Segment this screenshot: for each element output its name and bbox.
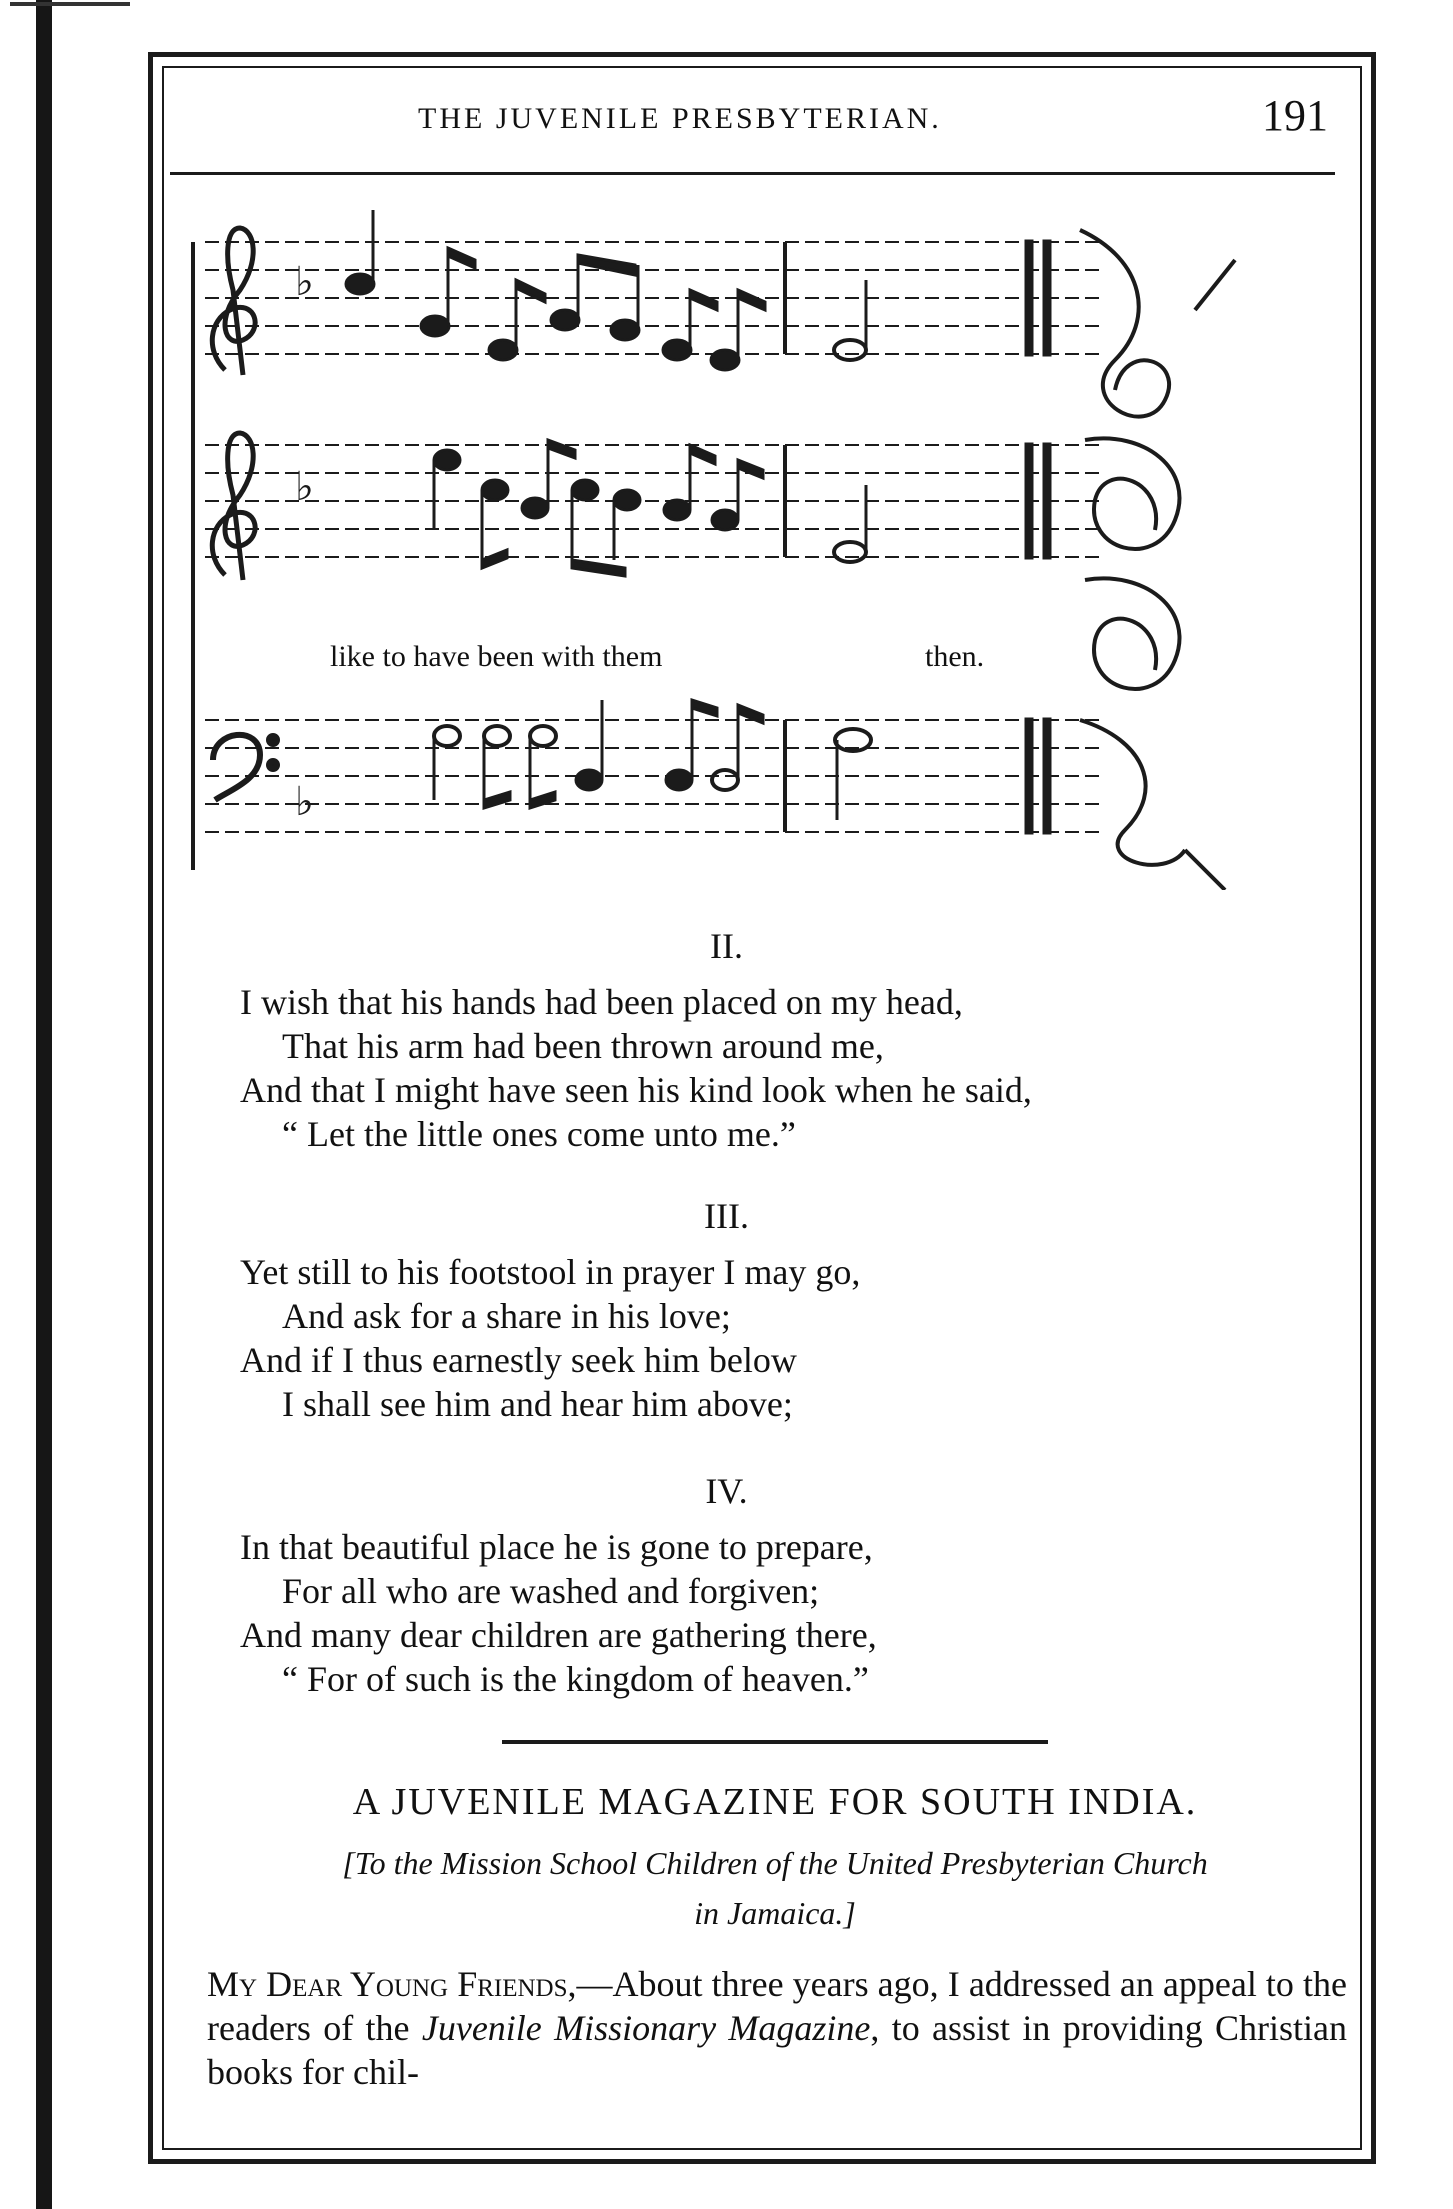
salutation: My Dear Young Friends,	[207, 1964, 577, 2004]
body-text: , to assist in providing Christian books for chil-	[207, 2008, 1348, 2092]
staff-2-notes	[434, 440, 866, 576]
body-text: —About three years ago, I addressed an appeal to the readers of the	[207, 1964, 1347, 2048]
header-rule	[170, 172, 1335, 175]
verse-number: IV.	[705, 1471, 748, 1511]
article-body	[207, 1962, 1347, 2094]
staff-1-notes	[346, 210, 866, 370]
dedication-line: in Jamaica.]	[694, 1895, 856, 1931]
bass-clef-icon	[213, 735, 277, 800]
verse-4	[240, 1525, 1320, 1701]
verse-2	[240, 980, 1320, 1156]
page-number: 191	[1262, 91, 1328, 140]
music-score	[185, 200, 1245, 890]
verse-3	[240, 1250, 1320, 1426]
treble-clef-icon	[212, 228, 255, 375]
verse-line: Yet still to his footstool in prayer I may go,	[240, 1252, 861, 1292]
bass-staff	[205, 720, 1100, 832]
verse-line: In that beautiful place he is gone to prepare,	[240, 1527, 873, 1567]
final-barlines	[1025, 240, 1051, 834]
flat-icon: ♭	[295, 779, 314, 825]
verse-line: And if I thus earnestly seek him below	[240, 1340, 797, 1380]
verse-line: And that I might have seen his kind look when he said,	[240, 1070, 1032, 1110]
book-spine-shadow	[36, 0, 52, 2209]
article-dedication	[205, 1838, 1345, 1938]
verse-line: That his arm had been thrown around me,	[282, 1026, 884, 1066]
verse-line: “ For of such is the kingdom of heaven.”	[282, 1659, 869, 1699]
verse-line: “ Let the little ones come unto me.”	[282, 1114, 796, 1154]
verse-line: I shall see him and hear him above;	[282, 1384, 793, 1424]
verse-line: For all who are washed and forgiven;	[282, 1571, 820, 1611]
verse-line: And many dear children are gathering there,	[240, 1615, 877, 1655]
music-lyric-line: like to have been with them	[330, 640, 663, 673]
article-title: A JUVENILE MAGAZINE FOR SOUTH INDIA.	[352, 1781, 1198, 1823]
dedication-line: [To the Mission School Children of the United Presbyterian Church	[342, 1845, 1208, 1881]
section-divider	[502, 1740, 1048, 1744]
verse-number: II.	[710, 926, 743, 966]
magazine-name: Juvenile Missionary Magazine	[421, 2008, 871, 2048]
flat-icon: ♭	[295, 464, 314, 510]
scan-edge-mark	[10, 2, 130, 6]
treble-staff-1	[205, 242, 1100, 354]
treble-staff-2	[205, 445, 1100, 557]
running-title: THE JUVENILE PRESBYTERIAN.	[418, 102, 942, 135]
flat-icon: ♭	[295, 259, 314, 305]
verse-line: I wish that his hands had been placed on my head,	[240, 982, 963, 1022]
ornamental-flourish-icon	[1080, 230, 1235, 890]
music-lyric-end: then.	[925, 640, 985, 673]
verse-number: III.	[704, 1196, 749, 1236]
running-head	[170, 84, 1350, 144]
verse-line: And ask for a share in his love;	[282, 1296, 731, 1336]
